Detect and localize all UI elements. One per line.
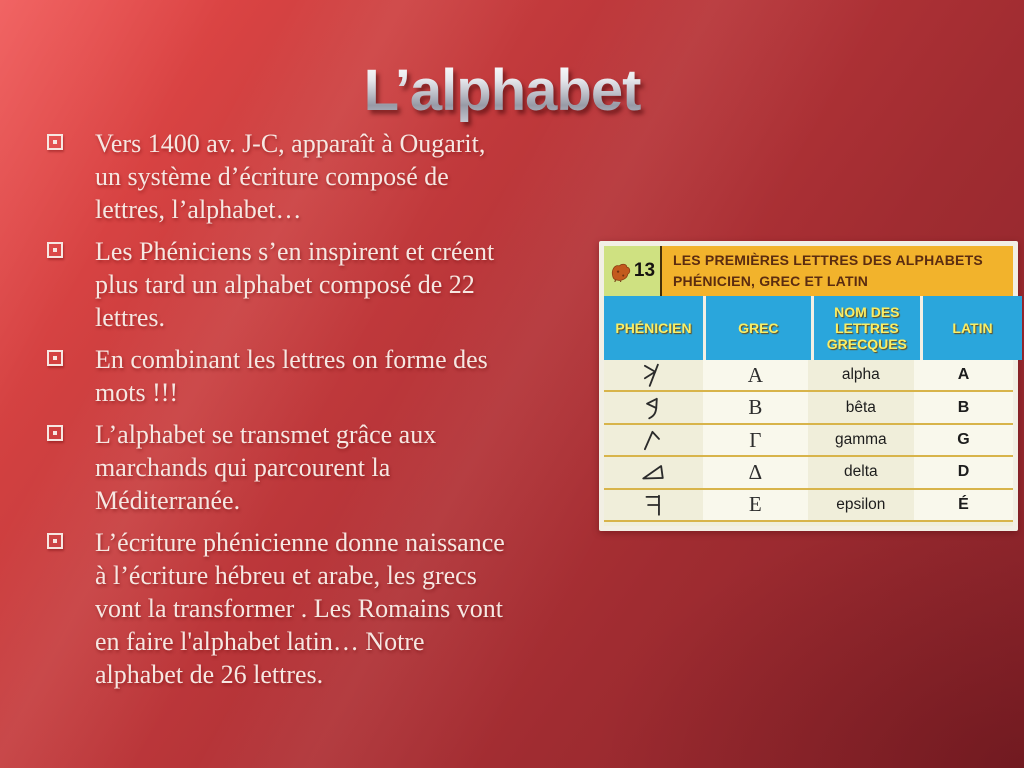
bullet-text-line: En combinant les lettres on forme des xyxy=(95,345,488,374)
bullet-item xyxy=(47,343,612,409)
latin-letter: D xyxy=(914,457,1013,487)
greek-letter-name: delta xyxy=(844,463,878,481)
phoenician-letter-icon xyxy=(638,459,668,485)
bullet-text-line: en faire l'alphabet latin… Notre xyxy=(95,627,425,656)
bullet-text-line: L’écriture phénicienne donne naissance xyxy=(95,528,505,557)
bullet-text-line: alphabet de 26 lettres. xyxy=(95,660,324,689)
bullet-list xyxy=(47,127,612,700)
figure-title-line: PHÉNICIEN, GREC ET LATIN xyxy=(673,273,869,289)
bullet-item xyxy=(47,235,612,334)
table-row xyxy=(604,360,1013,392)
column-header-cell: LATIN xyxy=(923,296,1022,360)
greek-letter: Δ xyxy=(703,457,808,487)
table-row xyxy=(604,457,1013,489)
greek-letter-name: bêta xyxy=(845,398,876,416)
badge-figure-icon xyxy=(609,260,631,282)
bullet-text xyxy=(95,418,436,517)
bullet-text xyxy=(95,526,505,691)
slide-title: L’alphabet xyxy=(0,57,1024,124)
figure-badge xyxy=(604,246,662,296)
table-body xyxy=(604,360,1013,526)
column-header-row xyxy=(604,296,1013,360)
bullet-text-line: plus tard un alphabet composé de 22 xyxy=(95,270,475,299)
phoenician-letter-icon xyxy=(638,427,668,453)
bullet-square-icon xyxy=(47,425,63,441)
bullet-item xyxy=(47,418,612,517)
phoenician-letter-icon xyxy=(638,395,668,421)
bullet-text-line: Les Phéniciens s’en inspirent et créent xyxy=(95,237,495,266)
bullet-text-line: marchands qui parcourent la xyxy=(95,453,391,482)
bullet-text-line: lettres, l’alphabet… xyxy=(95,195,302,224)
figure-header xyxy=(604,246,1013,296)
bullet-square-icon xyxy=(47,350,63,366)
bullet-item xyxy=(47,526,612,691)
latin-letter: G xyxy=(914,425,1013,455)
bullet-text xyxy=(95,343,488,409)
bullet-text xyxy=(95,127,485,226)
table-row xyxy=(604,425,1013,457)
figure-title-line: LES PREMIÈRES LETTRES DES ALPHABETS xyxy=(673,252,983,268)
bullet-square-icon xyxy=(47,134,63,150)
bullet-text xyxy=(95,235,494,334)
bullet-square-icon xyxy=(47,533,63,549)
phoenician-letter-icon xyxy=(638,492,668,518)
latin-letter: A xyxy=(914,360,1013,390)
phoenician-letter-cell xyxy=(604,392,703,422)
bullet-text-line: un système d’écriture composé de xyxy=(95,162,449,191)
bullet-text-line: Vers 1400 av. J-C, apparaît à Ougarit, xyxy=(95,129,486,158)
greek-letter: Γ xyxy=(703,425,808,455)
latin-letter: B xyxy=(914,392,1013,422)
greek-letter-name: alpha xyxy=(841,366,880,384)
table-row xyxy=(604,490,1013,522)
phoenician-letter-icon xyxy=(638,362,668,388)
greek-letter: B xyxy=(703,392,808,422)
bullet-text-line: L’alphabet se transmet grâce aux xyxy=(95,420,437,449)
badge-number: 13 xyxy=(633,260,656,281)
table-row xyxy=(604,392,1013,424)
greek-letter-name: gamma xyxy=(834,431,887,449)
bullet-text-line: Méditerranée. xyxy=(95,486,241,515)
alphabet-table-image xyxy=(599,241,1018,531)
phoenician-letter-cell xyxy=(604,360,703,390)
phoenician-letter-cell xyxy=(604,490,703,520)
column-header-cell: NOM DES LETTRES GRECQUES xyxy=(814,296,920,360)
figure-title xyxy=(662,246,1013,296)
bullet-text-line: vont la transformer . Les Romains vont xyxy=(95,594,503,623)
greek-letter-name: epsilon xyxy=(836,495,886,513)
phoenician-letter-cell xyxy=(604,425,703,455)
greek-letter: A xyxy=(703,360,808,390)
column-header-cell: GREC xyxy=(706,296,811,360)
phoenician-letter-cell xyxy=(604,457,703,487)
bullet-square-icon xyxy=(47,242,63,258)
bullet-item xyxy=(47,127,612,226)
bullet-text-line: lettres. xyxy=(95,303,166,332)
greek-letter: E xyxy=(703,490,808,520)
bullet-text-line: à l’écriture hébreu et arabe, les grecs xyxy=(95,561,477,590)
bullet-text-line: mots !!! xyxy=(95,378,179,407)
latin-letter: É xyxy=(914,490,1013,520)
column-header-cell: PHÉNICIEN xyxy=(604,296,703,360)
